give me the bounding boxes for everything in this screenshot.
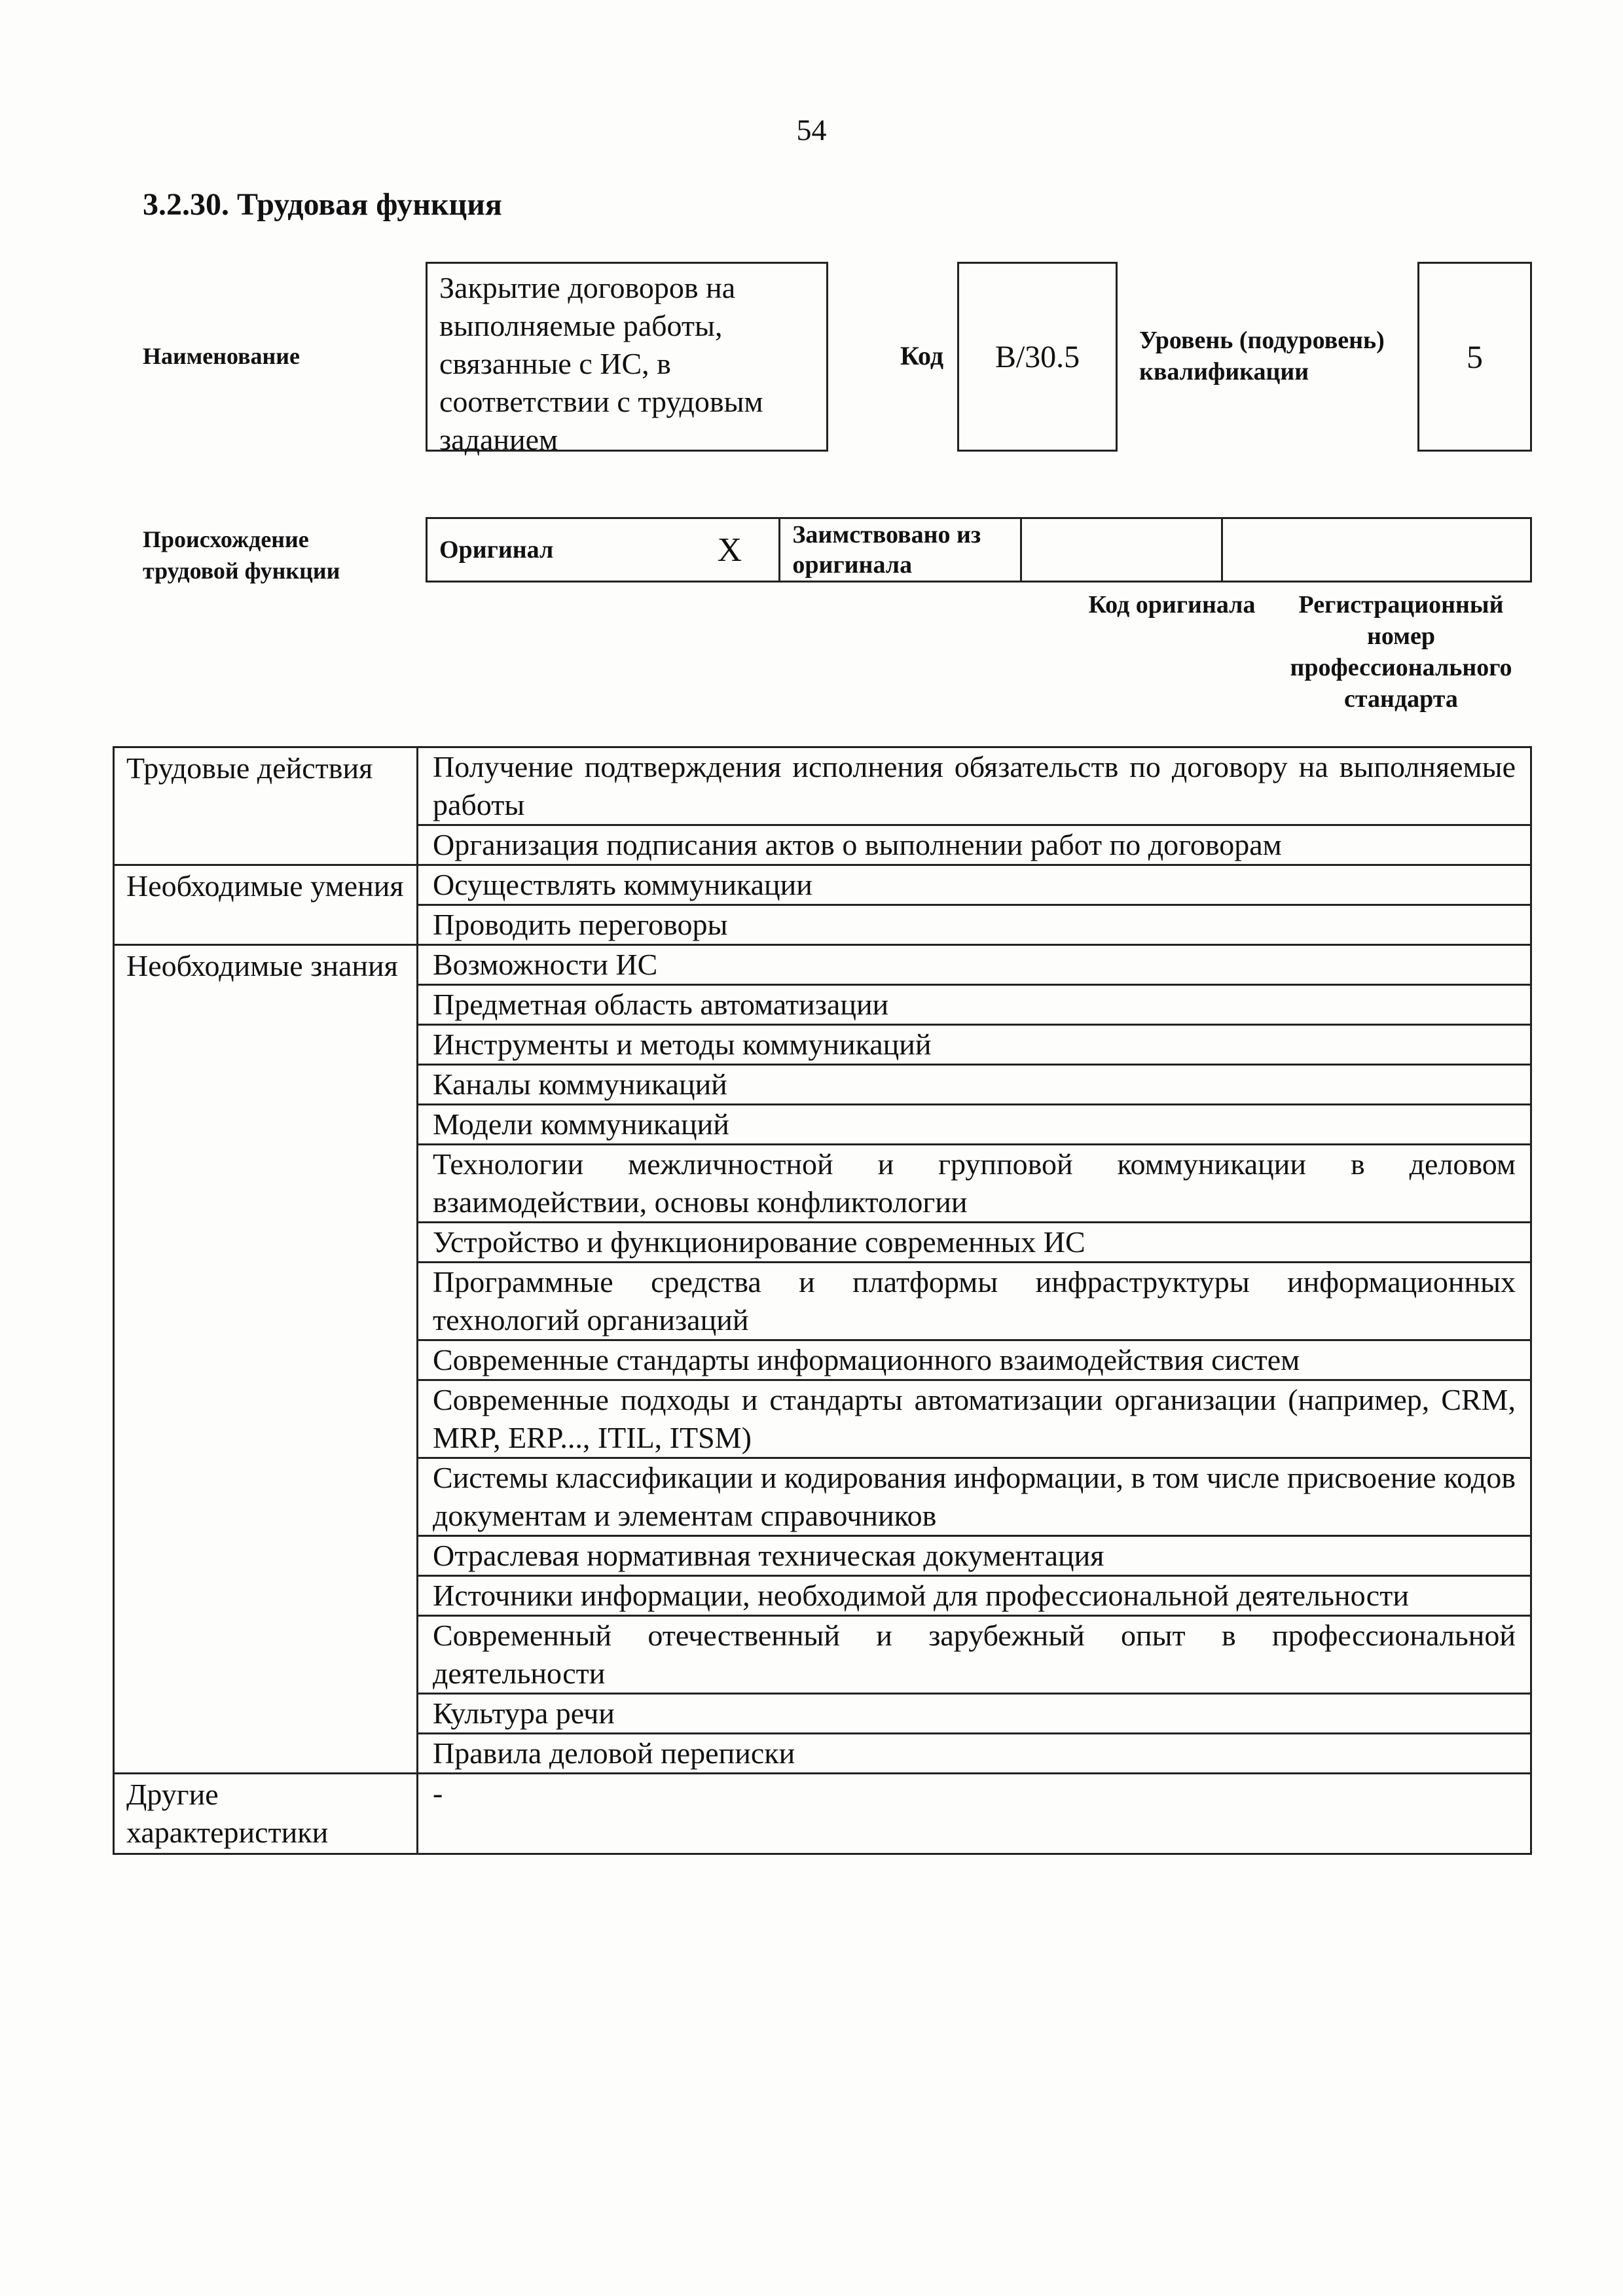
table-row [114,865,1531,905]
code-label: Код [900,341,944,370]
category-cell: Необходимые знания [114,945,418,1774]
origin-label: Происхождение трудовой функции [143,526,340,584]
reg-number-caption: Регистрационный номер профессионального стандарта [1290,591,1512,713]
item-cell: Системы классификации и кодирования информации, в том числе присвоение кодов документам и элементам справочников [418,1458,1531,1536]
function-name-box: Закрытие договоров на выполняемые работы, связанные с ИС, в соответствии с трудовым заданием [426,262,828,452]
code-original-cell [1021,518,1222,582]
table-row [114,747,1531,825]
origin-table [426,517,1532,583]
item-cell: Инструменты и методы коммуникаций [418,1025,1531,1065]
item-cell: Правила деловой переписки [418,1734,1531,1774]
original-label: Оригинал [427,518,681,582]
item-cell: Программные средства и платформы инфраструктуры информационных технологий организаций [418,1263,1531,1340]
item-cell: Организация подписания актов о выполнении работ по договорам [418,825,1531,865]
table-row [114,945,1531,985]
item-cell: Получение подтверждения исполнения обязательств по договору на выполняемые работы [418,747,1531,825]
section-title: 3.2.30. Трудовая функция [143,187,502,222]
item-cell: Осуществлять коммуникации [418,865,1531,905]
item-cell: Предметная область автоматизации [418,985,1531,1025]
item-cell: Модели коммуникаций [418,1105,1531,1145]
page-number: 54 [796,113,827,147]
item-cell: Технологии межличностной и групповой коммуникации в деловом взаимодействии, основы конфликтологии [418,1145,1531,1223]
name-label: Наименование [143,343,300,369]
borrowed-label: Заимствовано из оригинала [780,518,1021,582]
item-cell: - [418,1774,1531,1854]
item-cell: Каналы коммуникаций [418,1065,1531,1105]
level-label: Уровень (подуровень) квалификации [1139,327,1385,386]
category-cell: Необходимые умения [114,865,418,945]
category-cell: Другие характеристики [114,1774,418,1854]
code-original-caption: Код оригинала [1088,591,1256,619]
category-cell: Трудовые действия [114,747,418,865]
original-mark: X [680,518,780,582]
item-cell: Устройство и функционирование современных ИС [418,1223,1531,1263]
level-value-box: 5 [1417,262,1532,452]
item-cell: Проводить переговоры [418,905,1531,945]
item-cell: Современные подходы и стандарты автоматизации организации (например, CRM, MRP, ERP..., ITIL, ITSM) [418,1380,1531,1458]
item-cell: Современный отечественный и зарубежный опыт в профессиональной деятельности [418,1616,1531,1694]
table-row [114,1774,1531,1854]
item-cell: Источники информации, необходимой для профессиональной деятельности [418,1576,1531,1616]
item-cell: Возможности ИС [418,945,1531,985]
item-cell: Современные стандарты информационного взаимодействия систем [418,1340,1531,1380]
labor-function-table [113,746,1532,1855]
code-value-box: B/30.5 [957,262,1118,452]
item-cell: Отраслевая нормативная техническая документация [418,1536,1531,1576]
reg-number-cell [1222,518,1531,582]
item-cell: Культура речи [418,1694,1531,1734]
